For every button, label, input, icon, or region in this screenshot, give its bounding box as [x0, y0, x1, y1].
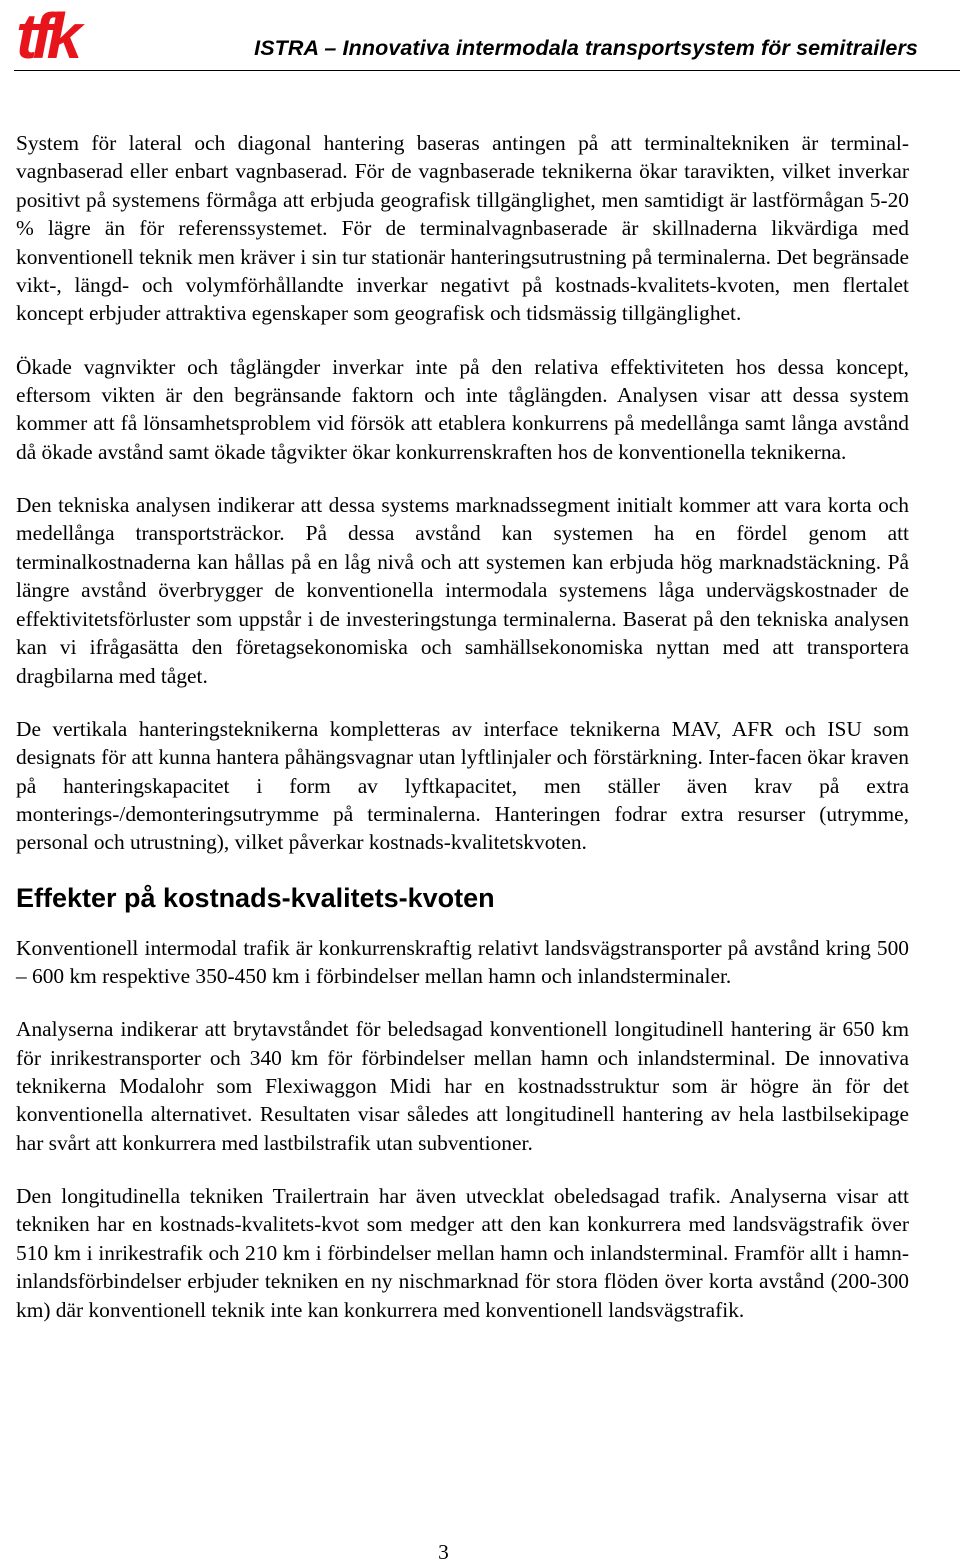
page-number: 3 [438, 1540, 449, 1564]
body-paragraph: Konventionell intermodal trafik är konkurrenskraftig relativt landsvägstransporter på avstånd kring 500 – 600 km respektive 350-450 km i förbindelser mellan hamn och inlandsterminaler. [16, 935, 909, 988]
body-paragraph: Ökade vagnvikter och tåglängder inverkar inte på den relativa effektiviteten hos dessa koncept, eftersom vikten är den begränsande faktorn och inte tåglängden. Analysen visar att dessa system kommer att få lönsamhetsproblem vid försök att etablera konkurrens på medellånga samt långa avstånd då ökade avstånd samt ökade tågvikter ökar konkurrenskraften hos de konventionella teknikerna. [16, 354, 909, 464]
body-paragraph: Analyserna indikerar att brytavståndet för beledsagad konventionell longitudinell hantering är 650 km för inrikestransporter och 340 km för förbindelser mellan hamn och inlandsterminal. De innovativa teknikerna Modalohr som Flexiwaggon Midi har en kostnadsstruktur som är högre än för det konventionella alternativet. Resultaten visar således att longitudinell hantering av hela lastbilsekipage har svårt att konkurrera med lastbilstrafik utan subventioner. [16, 1017, 909, 1155]
svg-text:tfk: tfk [16, 6, 77, 66]
header-divider [14, 70, 960, 71]
document-body [16, 129, 909, 1349]
body-paragraph: Den tekniska analysen indikerar att dessa systems marknadssegment initialt kommer att vara korta och medellånga transportsträckor. På dessa avstånd kan systemen ha en fördel genom att terminalkostnaderna kan hållas på en låg nivå och att systemen kan erbjuda hög marknadstäckning. På längre avstånd överbrygger de konventionella intermodala systemens låga undervägskostnader de effektivitetsförluster som uppstår i de investeringstunga terminalerna. Baserat på den tekniska analysen kan vi ifrågasätta den företagsekonomiska och samhällsekonomiska nyttan med att transportera dragbilarna med tåget. [16, 493, 909, 688]
body-paragraph: De vertikala hanteringsteknikerna kompletteras av interface teknikerna MAV, AFR och ISU som designats för att kunna hantera påhängsvagnar utan lyftlinjaler och förstärkning. Inter-facen ökar kraven på hanteringskapacitet i form av lyftkapacitet, men ställer även krav på extra monterings-/demonteringsutrymme på terminalerna. Hanteringen fodrar extra resurser (utrymme, personal och utrustning), vilket påverkar kostnads-kvalitetskvoten. [16, 716, 909, 855]
section-heading: Effekter på kostnads-kvalitets-kvoten [16, 882, 495, 913]
page-header [0, 0, 960, 72]
document-running-title: ISTRA – Innovativa intermodala transportsystem för semitrailers [254, 36, 918, 60]
tfk-logo-icon [14, 6, 110, 66]
body-paragraph: Den longitudinella tekniken Trailertrain har även utvecklat obeledsagad trafik. Analyserna visar att tekniken har en kostnads-kvalitets-kvot som medger att den kan konkurrera med landsvägstrafik över 510 km i inrikestrafik och 210 km i förbindelser mellan hamn och inlandsterminal. Framför allt i hamn-inlandsförbindelser erbjuder tekniken en ny nischmarknad för stora flöden över korta avstånd (200-300 km) där konventionell teknik inte kan konkurrera med konventionell landsvägstrafik. [16, 1183, 909, 1322]
body-paragraph: System för lateral och diagonal hantering baseras antingen på att terminaltekniken är terminal-vagnbaserad eller enbart vagnbaserad. För de vagnbaserade teknikerna ökar taravikten, vilket inverkar positivt på systemens förmåga att erbjuda geografisk tillgänglighet, men samtidigt är lastförmågan 5-20 % lägre än för referenssystemet. För de terminalvagnbaserade är skillnaderna likvärdiga med konventionell teknik men kräver i sin tur stationär hanteringsutrustning på terminalerna. Det begränsade vikt-, längd- och volymförhållandte inverkar negativt på kostnads-kvalitets-kvoten, men flertalet koncept erbjuder attraktiva egenskaper som geografisk och tidsmässig tillgänglighet. [16, 131, 909, 326]
